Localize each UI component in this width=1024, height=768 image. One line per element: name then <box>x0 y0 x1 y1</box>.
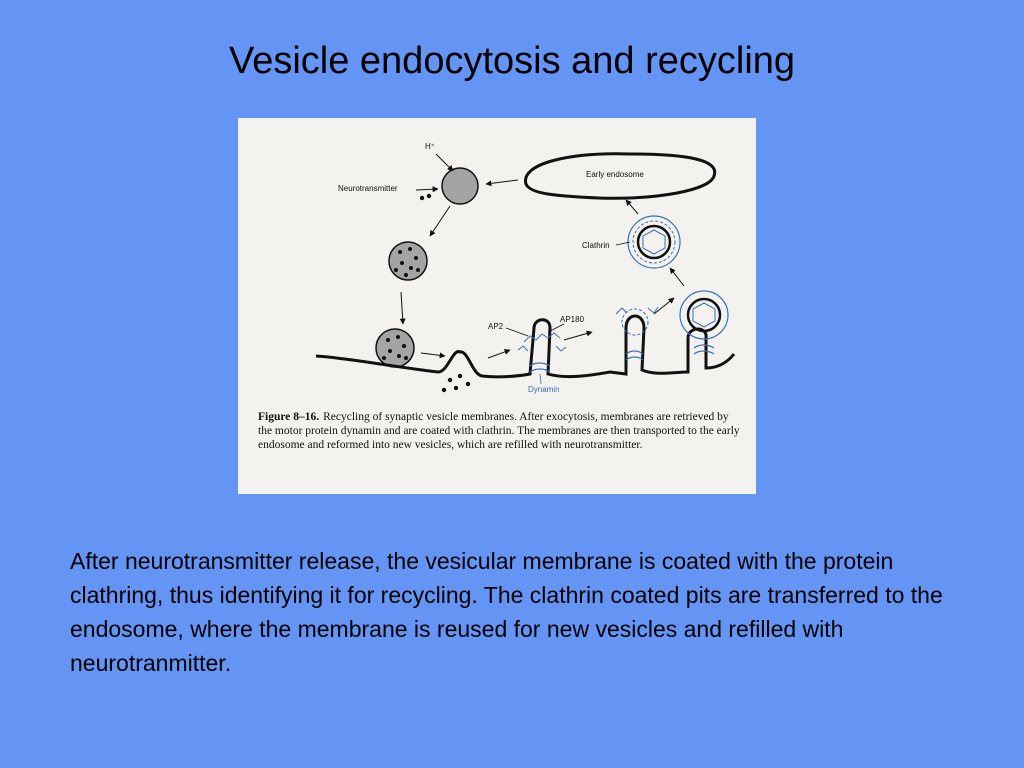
endosome-to-vesicle-arrow <box>486 180 518 184</box>
to-budding-pit-arrow <box>564 332 592 340</box>
coated-vesicle-lattice <box>643 230 665 254</box>
coated-vesicle-coat <box>633 221 675 263</box>
dynamin-pointer <box>540 374 541 384</box>
released-transmitter <box>442 374 470 392</box>
pinching-vesicle-lattice <box>693 303 715 327</box>
to-coated-vesicle-arrow <box>670 268 684 286</box>
budding-pit-coat <box>616 307 658 314</box>
neurotransmitter-arrow <box>416 189 438 190</box>
dynamin-ring <box>694 345 714 354</box>
arrow-down-2 <box>401 292 403 324</box>
figure-caption-label: Figure 8–16. <box>258 411 320 423</box>
full-vesicle <box>389 242 427 280</box>
ap2-label: AP2 <box>488 322 504 331</box>
figure-caption-text: Recycling of synaptic vesicle membranes. After exocytosis, membranes are retrieved by the motor protein dynamin and are coated with clathrin. The membranes are then transported to the early endosome and reformed into new vesicles, which are refilled with neurotransmitter. <box>258 411 740 451</box>
endocytosis-diagram <box>238 118 756 408</box>
ap2-pointer <box>506 328 528 336</box>
body-paragraph: After neurotransmitter release, the vesicular membrane is coated with the protein clathring, thus identifying it for recycling. The clathrin coated pits are transferred to the endosome, where the membrane is reused for new vesicles and refilled with neurotranmitter. <box>70 548 943 676</box>
docked-vesicle <box>376 329 414 367</box>
arrow-down-1 <box>430 206 450 236</box>
early-endosome-label: Early endosome <box>586 170 644 179</box>
dynamin-label: Dynamin <box>528 385 560 394</box>
clathrin-coat-pit <box>524 333 560 342</box>
proton-arrow <box>436 154 453 171</box>
slide-title: Vesicle endocytosis and recycling <box>228 40 796 82</box>
clathrin-coat-pit <box>518 346 566 351</box>
filling-vesicle <box>442 168 478 204</box>
proton-label: H⁺ <box>425 142 435 151</box>
coated-vesicle-outer <box>628 216 680 268</box>
to-endosome-arrow <box>626 200 638 214</box>
figure-caption <box>258 410 744 452</box>
ap180-label: AP180 <box>560 315 585 324</box>
dynamin-ring <box>626 351 643 360</box>
to-pinching-vesicle-arrow <box>654 298 674 314</box>
neurotransmitter-label: Neurotransmitter <box>338 184 398 193</box>
clathrin-label: Clathrin <box>582 241 610 250</box>
transmitter-dot <box>427 194 431 198</box>
transmitter-dot <box>420 196 424 200</box>
to-coated-pit-arrow <box>488 350 510 358</box>
exocytosis-arrow <box>421 353 445 356</box>
figure-panel <box>238 118 756 494</box>
